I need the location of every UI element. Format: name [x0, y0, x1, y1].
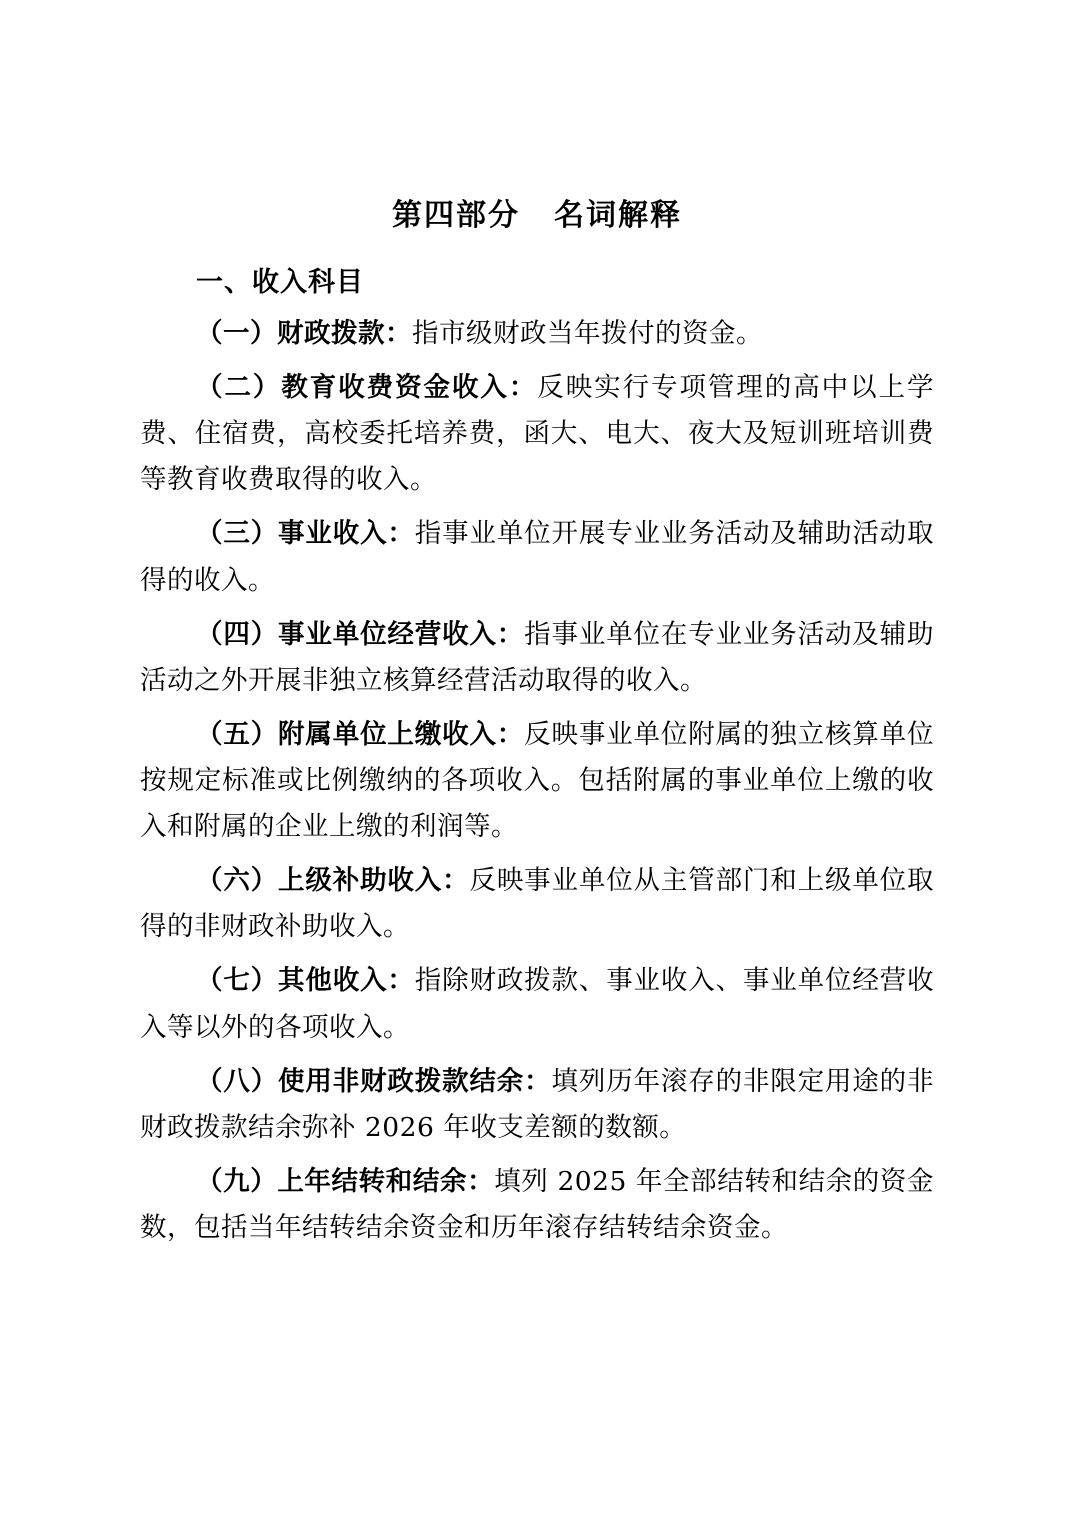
section-heading-income-items: 一、收入科目 — [196, 267, 364, 298]
definition-term: （九）上年结转和结余： — [196, 1165, 495, 1197]
definition-item — [140, 311, 934, 357]
definition-item — [140, 511, 934, 603]
definition-text: 指事业单位开展专业业务活动及辅助活动取得的收入。 — [140, 518, 935, 596]
definition-text: 指除财政拨款、事业收入、事业单位经营收入等以外的各项收入。 — [140, 965, 935, 1043]
definition-item — [140, 1159, 934, 1251]
definition-term: （六）上级补助收入： — [196, 865, 470, 897]
definition-item — [140, 858, 934, 950]
definition-item — [140, 1059, 934, 1151]
definition-item — [140, 612, 934, 704]
definition-item — [140, 958, 934, 1050]
definition-text: 填列 2025 年全部结转和结余的资金数，包括当年结转结余资金和历年滚存结转结余资金。 — [140, 1165, 935, 1243]
definition-term: （四）事业单位经营收入： — [196, 618, 525, 650]
definition-term: （七）其他收入： — [196, 965, 415, 997]
definition-item — [140, 365, 934, 503]
definition-text: 反映事业单位附属的独立核算单位按规定标准或比例缴纳的各项收入。包括附属的事业单位上缴的收入和附属的企业上缴的利润等。 — [140, 718, 935, 843]
definition-term: （三）事业收入： — [196, 518, 415, 550]
definition-term: （一）财政拨款： — [196, 318, 412, 349]
definition-text: 指事业单位在专业业务活动及辅助活动之外开展非独立核算经营活动取得的收入。 — [140, 618, 935, 696]
page-title-name: 名词解释 — [554, 198, 682, 233]
definition-term: （二）教育收费资金收入： — [196, 372, 538, 404]
definition-item — [140, 712, 934, 850]
definition-text: 反映事业单位从主管部门和上级单位取得的非财政补助收入。 — [140, 865, 935, 943]
definition-term: （八）使用非财政拨款结余： — [196, 1065, 552, 1097]
page-title — [140, 190, 934, 234]
definition-text: 反映实行专项管理的高中以上学费、住宿费，高校委托培养费，函大、电大、夜大及短训班培训费等教育收费取得的收入。 — [140, 372, 935, 496]
page-title-part: 第四部分 — [392, 198, 520, 233]
definition-text: 指市级财政当年拨付的资金。 — [412, 318, 763, 349]
definition-text: 填列历年滚存的非限定用途的非财政拨款结余弥补 2026 年收支差额的数额。 — [140, 1065, 934, 1143]
definition-term: （五）附属单位上缴收入： — [196, 718, 525, 750]
